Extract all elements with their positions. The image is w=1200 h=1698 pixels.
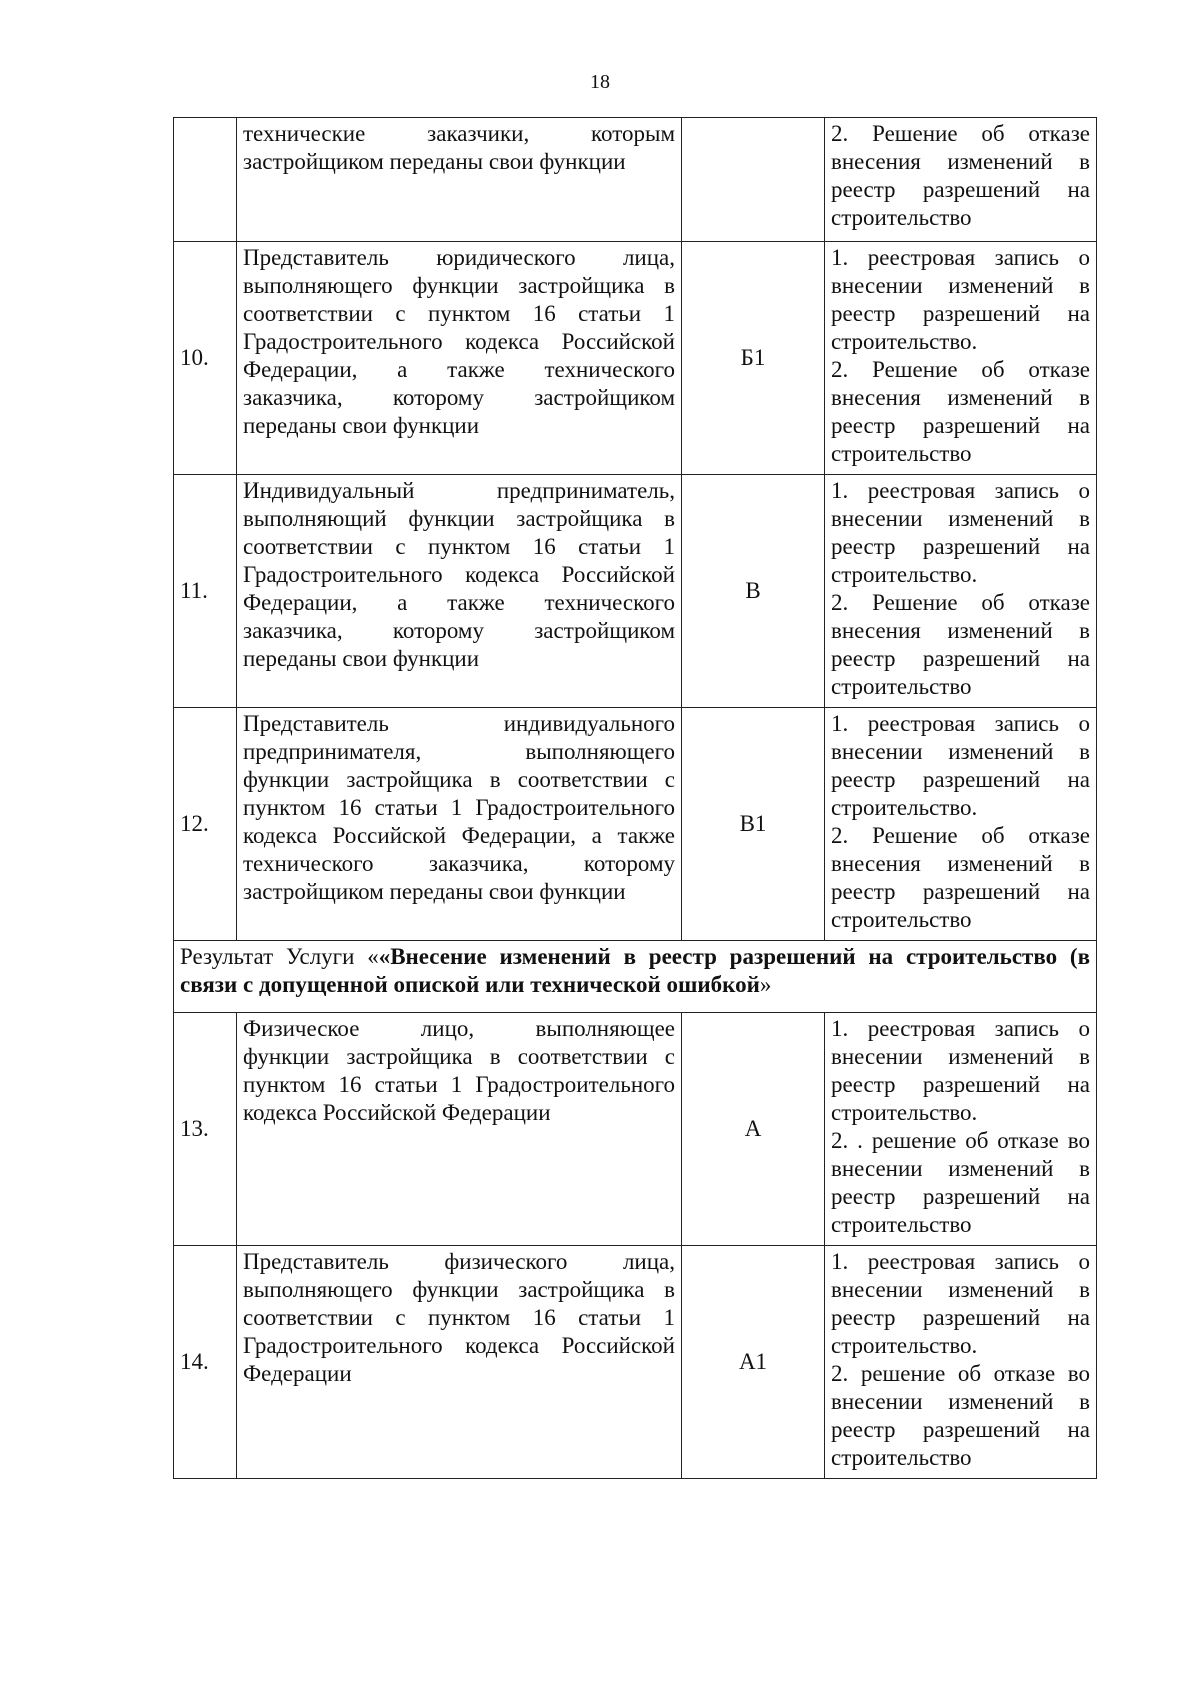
result-line: строительство. [831, 329, 978, 354]
applicant-line: Представитель юридического лица, [243, 245, 675, 270]
applicant-line: Физическое лицо, выполняющее [243, 1016, 675, 1041]
applicant-line: Представитель физического лица, [243, 1249, 675, 1274]
result-line: реестр разрешений на [831, 879, 1090, 904]
result-line: 1. реестровая запись о [831, 1016, 1090, 1041]
result-line: 1. реестровая запись о [831, 711, 1090, 736]
table-body-bottom [174, 1013, 1097, 1479]
result-line: строительство [831, 1212, 972, 1237]
section-prefix: Результат Услуги « [180, 944, 379, 969]
applicant-category: А [682, 1013, 825, 1246]
result-line: строительство [831, 441, 972, 466]
table-body-top [174, 118, 1097, 941]
applicant-line: функции застройщика в соответствии с [243, 1044, 675, 1069]
result-line: внесении изменений в [831, 1277, 1090, 1302]
applicant-line: выполняющего функции застройщика в [243, 273, 675, 298]
applicant-category: В [682, 475, 825, 708]
applicant-line: переданы свои функции [243, 646, 480, 671]
result-line: реестр разрешений на [831, 1072, 1090, 1097]
result-line: строительство [831, 1445, 972, 1470]
section-row-group [174, 941, 1097, 1013]
result-line: реестр разрешений на [831, 1417, 1090, 1442]
applicant-description [237, 708, 682, 941]
row-number: 11. [174, 475, 237, 708]
applicant-line: соответствии с пунктом 16 статьи 1 [243, 301, 675, 326]
applicant-line: выполняющий функции застройщика в [243, 506, 675, 531]
result-line: строительство. [831, 562, 978, 587]
result-line: 2. Решение об отказе [831, 121, 1090, 146]
applicant-line: Федерации, а также технического [243, 590, 675, 615]
applicant-line: Индивидуальный предприниматель, [243, 478, 675, 503]
result-line: внесения изменений в [831, 385, 1090, 410]
row-number [174, 118, 237, 242]
applicant-category: Б1 [682, 242, 825, 475]
applicant-line: заказчика, которому застройщиком [243, 618, 675, 643]
applicant-line: предпринимателя, выполняющего [243, 739, 675, 764]
applicant-line: выполняющего функции застройщика в [243, 1277, 675, 1302]
section-header-line-2 [180, 971, 1090, 999]
section-header-row [174, 941, 1097, 1013]
result-line: реестр разрешений на [831, 301, 1090, 326]
result-line: строительство [831, 674, 972, 699]
service-result [825, 1246, 1097, 1479]
applicant-category: В1 [682, 708, 825, 941]
applicant-line: технические заказчики, которым [243, 121, 675, 146]
applicants-table [173, 117, 1097, 1479]
result-line: реестр разрешений на [831, 1184, 1090, 1209]
result-line: внесения изменений в [831, 851, 1090, 876]
result-line: 1. реестровая запись о [831, 478, 1090, 503]
result-line: внесении изменений в [831, 506, 1090, 531]
applicant-line: соответствии с пунктом 16 статьи 1 [243, 534, 675, 559]
result-line: внесения изменений в [831, 149, 1090, 174]
section-suffix: » [759, 972, 772, 997]
result-line: строительство. [831, 1100, 978, 1125]
table-row [174, 118, 1097, 242]
applicant-line: Федерации [243, 1361, 352, 1386]
row-number: 14. [174, 1246, 237, 1479]
applicant-line: Градостроительного кодекса Российской [243, 562, 675, 587]
applicant-description [237, 475, 682, 708]
applicant-description [237, 1013, 682, 1246]
result-line: внесении изменений в [831, 273, 1090, 298]
applicant-category: А1 [682, 1246, 825, 1479]
service-result [825, 475, 1097, 708]
result-line: 2. решение об отказе во [831, 1361, 1090, 1386]
applicant-line: пунктом 16 статьи 1 Градостроительного [243, 1072, 675, 1097]
section-title-line-1: «Внесение изменений в реестр разрешений на строительство (в [378, 944, 1090, 969]
table-row [174, 1013, 1097, 1246]
applicant-line: пунктом 16 статьи 1 Градостроительного [243, 795, 675, 820]
applicant-description [237, 242, 682, 475]
result-line: строительство. [831, 795, 978, 820]
table-row [174, 1246, 1097, 1479]
result-line: реестр разрешений на [831, 767, 1090, 792]
result-line: реестр разрешений на [831, 646, 1090, 671]
result-line: 1. реестровая запись о [831, 245, 1090, 270]
row-number: 13. [174, 1013, 237, 1246]
applicant-line: функции застройщика в соответствии с [243, 767, 675, 792]
applicant-line: застройщиком переданы свои функции [243, 879, 626, 904]
applicant-line: Градостроительного кодекса Российской [243, 1333, 675, 1358]
page-number: 18 [590, 71, 610, 93]
applicant-line: Представитель индивидуального [243, 711, 675, 736]
result-line: строительство. [831, 1333, 978, 1358]
result-line: 2. Решение об отказе [831, 823, 1090, 848]
table-row [174, 242, 1097, 475]
applicant-category [682, 118, 825, 242]
applicant-line: Федерации, а также технического [243, 357, 675, 382]
result-line: реестр разрешений на [831, 534, 1090, 559]
result-line: 2. Решение об отказе [831, 590, 1090, 615]
result-line: реестр разрешений на [831, 177, 1090, 202]
applicant-line: заказчика, которому застройщиком [243, 385, 675, 410]
section-header-line-1 [180, 943, 1090, 971]
applicant-line: Градостроительного кодекса Российской [243, 329, 675, 354]
result-line: строительство [831, 205, 972, 230]
service-result [825, 708, 1097, 941]
service-result [825, 242, 1097, 475]
applicant-description [237, 118, 682, 242]
result-line: внесении изменений в [831, 1156, 1090, 1181]
result-line: 2. . решение об отказе во [831, 1128, 1090, 1153]
applicant-line: технического заказчика, которому [243, 851, 675, 876]
section-title-line-2: связи с допущенной опиской или технической ошибкой [180, 972, 760, 997]
applicant-line: кодекса Российской Федерации [243, 1100, 551, 1125]
result-line: 2. Решение об отказе [831, 357, 1090, 382]
result-line: 1. реестровая запись о [831, 1249, 1090, 1274]
service-result [825, 118, 1097, 242]
result-line: внесении изменений в [831, 739, 1090, 764]
table-row [174, 708, 1097, 941]
row-number: 10. [174, 242, 237, 475]
applicant-description [237, 1246, 682, 1479]
result-line: внесении изменений в [831, 1389, 1090, 1414]
section-header-cell [174, 941, 1097, 1013]
result-line: внесении изменений в [831, 1044, 1090, 1069]
row-number: 12. [174, 708, 237, 941]
applicant-line: кодекса Российской Федерации, а также [243, 823, 675, 848]
applicant-line: застройщиком переданы свои функции [243, 149, 626, 174]
result-line: строительство [831, 907, 972, 932]
result-line: внесения изменений в [831, 618, 1090, 643]
applicant-line: соответствии с пунктом 16 статьи 1 [243, 1305, 675, 1330]
result-line: реестр разрешений на [831, 1305, 1090, 1330]
service-result [825, 1013, 1097, 1246]
result-line: реестр разрешений на [831, 413, 1090, 438]
table-row [174, 475, 1097, 708]
applicant-line: переданы свои функции [243, 413, 480, 438]
